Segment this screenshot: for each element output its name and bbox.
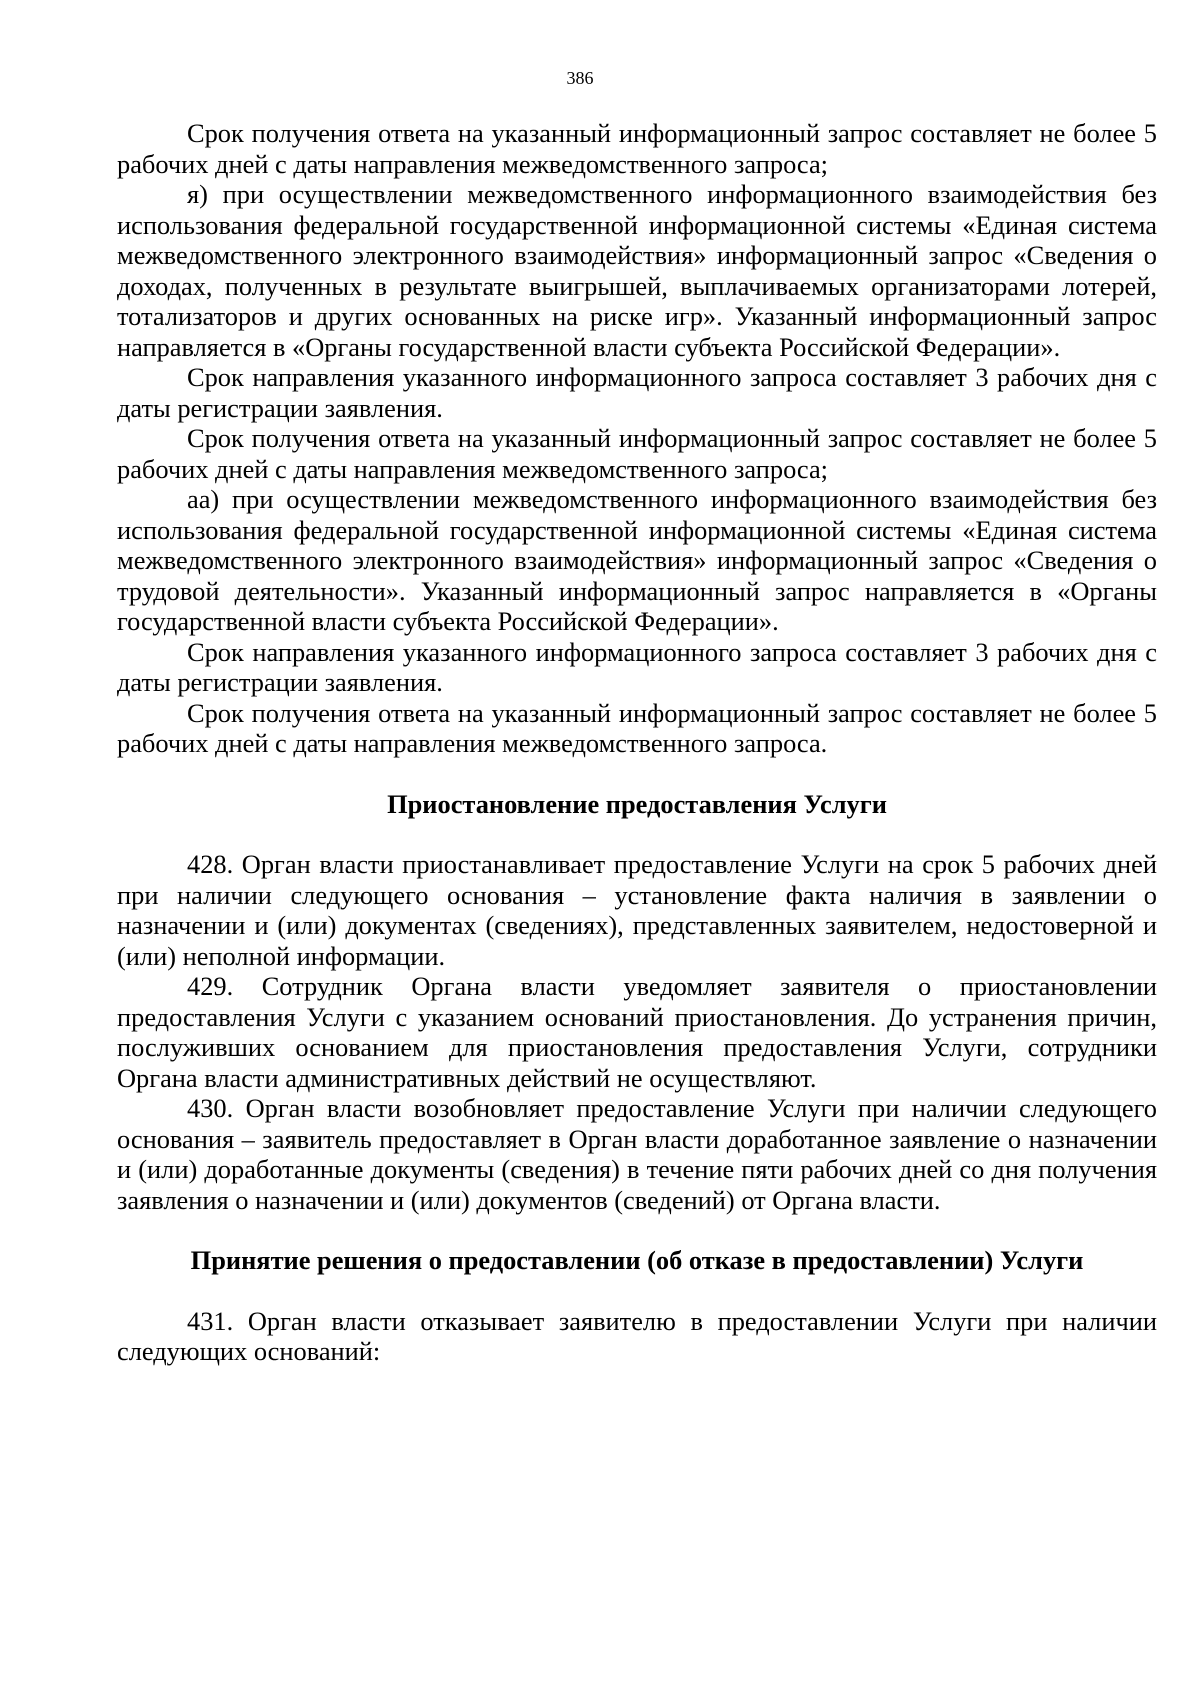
paragraph: я) при осуществлении межведомственного информационного взаимодействия без использования федеральной государственной информационной системы «Единая система межведомственного электронного взаимодействия» информационный запрос «Сведения о доходах, полученных в результате выигрышей, выплачиваемых организаторами лотерей, тотализаторов и других основанных на риске игр». Указанный информационный запрос направляется в «Органы государственной власти субъекта Российской Федерации». — [117, 179, 1157, 362]
section-heading-suspension: Приостановление предоставления Услуги — [387, 788, 887, 819]
paragraph-429: 429. Сотрудник Органа власти уведомляет заявителя о приостановлении предоставления Услуги с указанием оснований приостановления. До устранения причин, послуживших основанием для приостановления предоставления Услуги, сотрудники Органа власти административных действий не осуществляют. — [117, 971, 1157, 1093]
paragraph: Срок получения ответа на указанный информационный запрос составляет не более 5 рабочих дней с даты направления межведомственного запроса; — [117, 423, 1157, 484]
paragraph: аа) при осуществлении межведомственного информационного взаимодействия без использования федеральной государственной информационной системы «Единая система межведомственного электронного взаимодействия» информационный запрос «Сведения о трудовой деятельности». Указанный информационный запрос направляется в «Органы государственной власти субъекта Российской Федерации». — [117, 484, 1157, 636]
paragraph: Срок направления указанного информационного запроса составляет 3 рабочих дня с даты регистрации заявления. — [117, 636, 1157, 697]
page-number: 386 — [566, 68, 594, 88]
paragraph-428: 428. Орган власти приостанавливает предоставление Услуги на срок 5 рабочих дней при наличии следующего основания – установление факта наличия в заявлении о назначении и (или) документах (сведениях), представленных заявителем, недостоверной и (или) неполной информации. — [117, 849, 1157, 971]
paragraph-431: 431. Орган власти отказывает заявителю в предоставлении Услуги при наличии следующих оснований: — [117, 1305, 1157, 1366]
paragraph: Срок получения ответа на указанный информационный запрос составляет не более 5 рабочих дней с даты направления межведомственного запроса. — [117, 697, 1157, 758]
document-body — [117, 118, 1157, 1367]
paragraph: Срок направления указанного информационного запроса составляет 3 рабочих дня с даты регистрации заявления. — [117, 362, 1157, 423]
section-heading-decision: Принятие решения о предоставлении (об отказе в предоставлении) Услуги — [190, 1245, 1084, 1275]
paragraph: Срок получения ответа на указанный информационный запрос составляет не более 5 рабочих дней с даты направления межведомственного запроса; — [117, 118, 1157, 179]
paragraph-430: 430. Орган власти возобновляет предоставление Услуги при наличии следующего основания – заявитель предоставляет в Орган власти доработанное заявление о назначении и (или) доработанные документы (сведения) в течение пяти рабочих дней со дня получения заявления о назначении и (или) документов (сведений) от Органа власти. — [117, 1093, 1157, 1215]
